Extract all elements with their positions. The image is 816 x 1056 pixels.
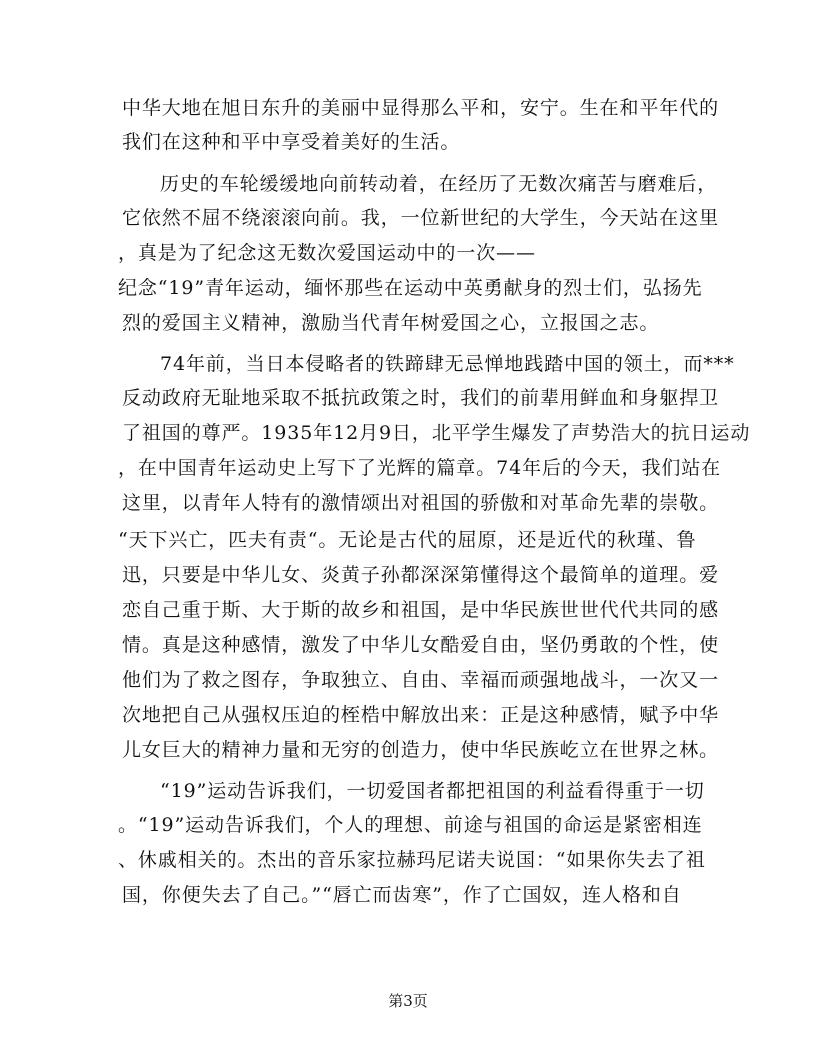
- text-line: 他们为了救之图存，争取独立、自由、幸福而顽强地战斗，一次又一: [122, 669, 720, 691]
- page-number: 第3页: [388, 992, 428, 1010]
- text-line: 烈的爱国主义精神，激励当代青年树爱国之心，立报国之志。: [122, 312, 660, 334]
- text-line: 迅，只要是中华儿女、炎黄子孙都深深第懂得这个最简单的道理。爱: [122, 564, 720, 586]
- text-line: 情。真是这种感情，激发了中华儿女酷爱自由，坚仍勇敢的个性，使: [122, 634, 720, 656]
- text-line: 次地把自己从强权压迫的桎梏中解放出来：正是这种感情，赋予中华: [122, 704, 720, 726]
- text-line: ，在中国青年运动史上写下了光辉的篇章。74年后的今天，我们站在: [118, 457, 722, 479]
- text-line: 了祖国的尊严。1935年12月9日，北平学生爆发了声势浩大的抗日运动: [122, 422, 751, 444]
- text-line: 恋自己重于斯、大于斯的故乡和祖国，是中华民族世世代代共同的感: [122, 599, 720, 621]
- text-line: “19”运动告诉我们，一切爱国者都把祖国的利益看得重于一切: [160, 780, 705, 802]
- text-line: 、休戚相关的。杰出的音乐家拉赫玛尼诺夫说国：“如果你失去了祖: [118, 849, 706, 871]
- text-line: 纪念“19”青年运动，缅怀那些在运动中英勇献身的烈士们，弘扬先: [118, 277, 703, 299]
- text-line: “天下兴亡，匹夫有责“。无论是古代的屈原，还是近代的秋瑾、鲁: [118, 529, 697, 551]
- text-line: 反动政府无耻地采取不抵抗政策之时，我们的前辈用鲜血和身躯捍卫: [122, 387, 720, 409]
- text-line: 中华大地在旭日东升的美丽中显得那么平和，安宁。生在和平年代的: [122, 97, 720, 119]
- text-line: ，真是为了纪念这无数次爱国运动中的一次——: [118, 242, 536, 264]
- text-line: 我们在这种和平中享受着美好的生活。: [122, 131, 461, 153]
- text-line: 它依然不屈不绕滚滚向前。我，一位新世纪的大学生，今天站在这里: [122, 207, 720, 229]
- text-line: 历史的车轮缓缓地向前转动着，在经历了无数次痛苦与磨难后，: [160, 173, 718, 195]
- text-line: 儿女巨大的精神力量和无穷的创造力，使中华民族屹立在世界之林。: [122, 739, 720, 761]
- text-line: 国，你便失去了自己。”“唇亡而齿寒”，作了亡国奴，连人格和自: [122, 884, 682, 906]
- text-line: 74年前，当日本侵略者的铁蹄肆无忌惮地践踏中国的领土，而***: [160, 353, 735, 375]
- text-line: 。“19”运动告诉我们，个人的理想、前途与祖国的命运是紧密相连: [118, 814, 703, 836]
- text-line: 这里，以青年人特有的激情颂出对祖国的骄傲和对革命先辈的崇敬。: [122, 492, 720, 514]
